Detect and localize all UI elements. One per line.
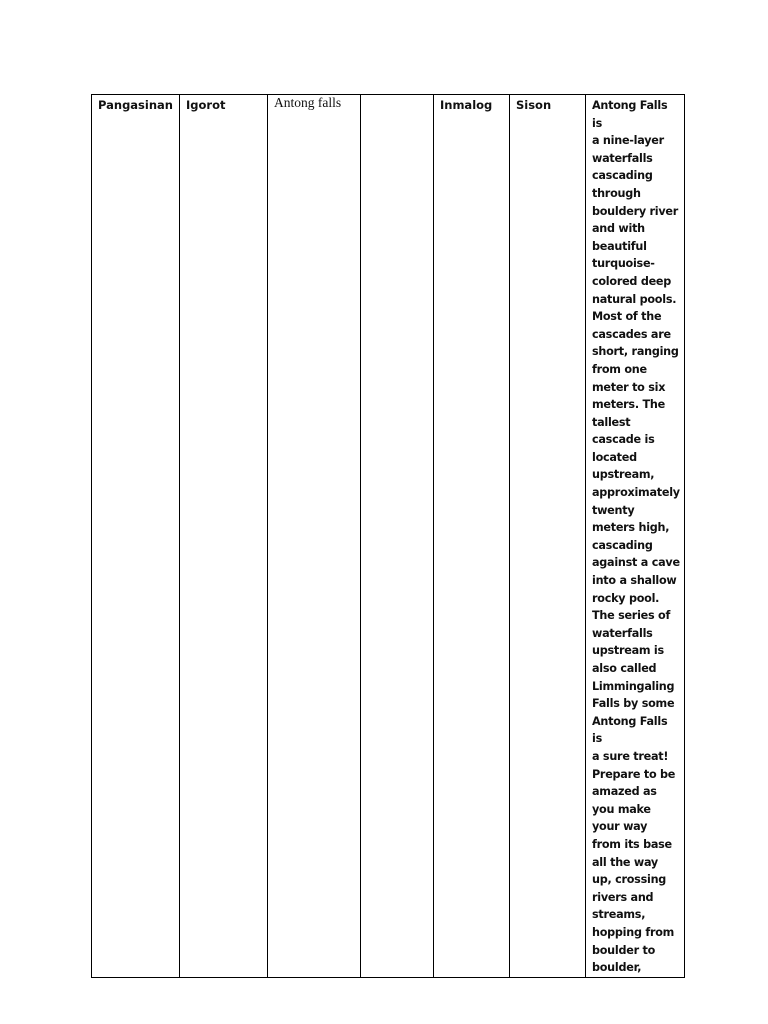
cell-attraction: Antong falls [267,95,360,978]
cell-municipality: Sison [509,95,585,978]
cell-province: Pangasinan [92,95,180,978]
cell-description: Antong Falls is a nine-layer waterfalls cascading through bouldery river and with beautiful turquoise- colored deep natural pools. Most of the cascades are short, ranging from one meter to six meters. The tallest cascade is located upstream, approximately twenty meters high, cascading against a cave into a shallow rocky pool. The series of waterfalls upstream is also called Limmingaling Falls by some Antong Falls is a sure treat! Prepare to be amazed as you make your way from its base all the way up, crossing rivers and streams, hopping from boulder to boulder, [585,95,684,978]
cell-blank [360,95,433,978]
table-row [92,95,685,978]
attractions-table [91,94,685,978]
cell-barangay: Inmalog [433,95,509,978]
cell-tribe: Igorot [179,95,267,978]
